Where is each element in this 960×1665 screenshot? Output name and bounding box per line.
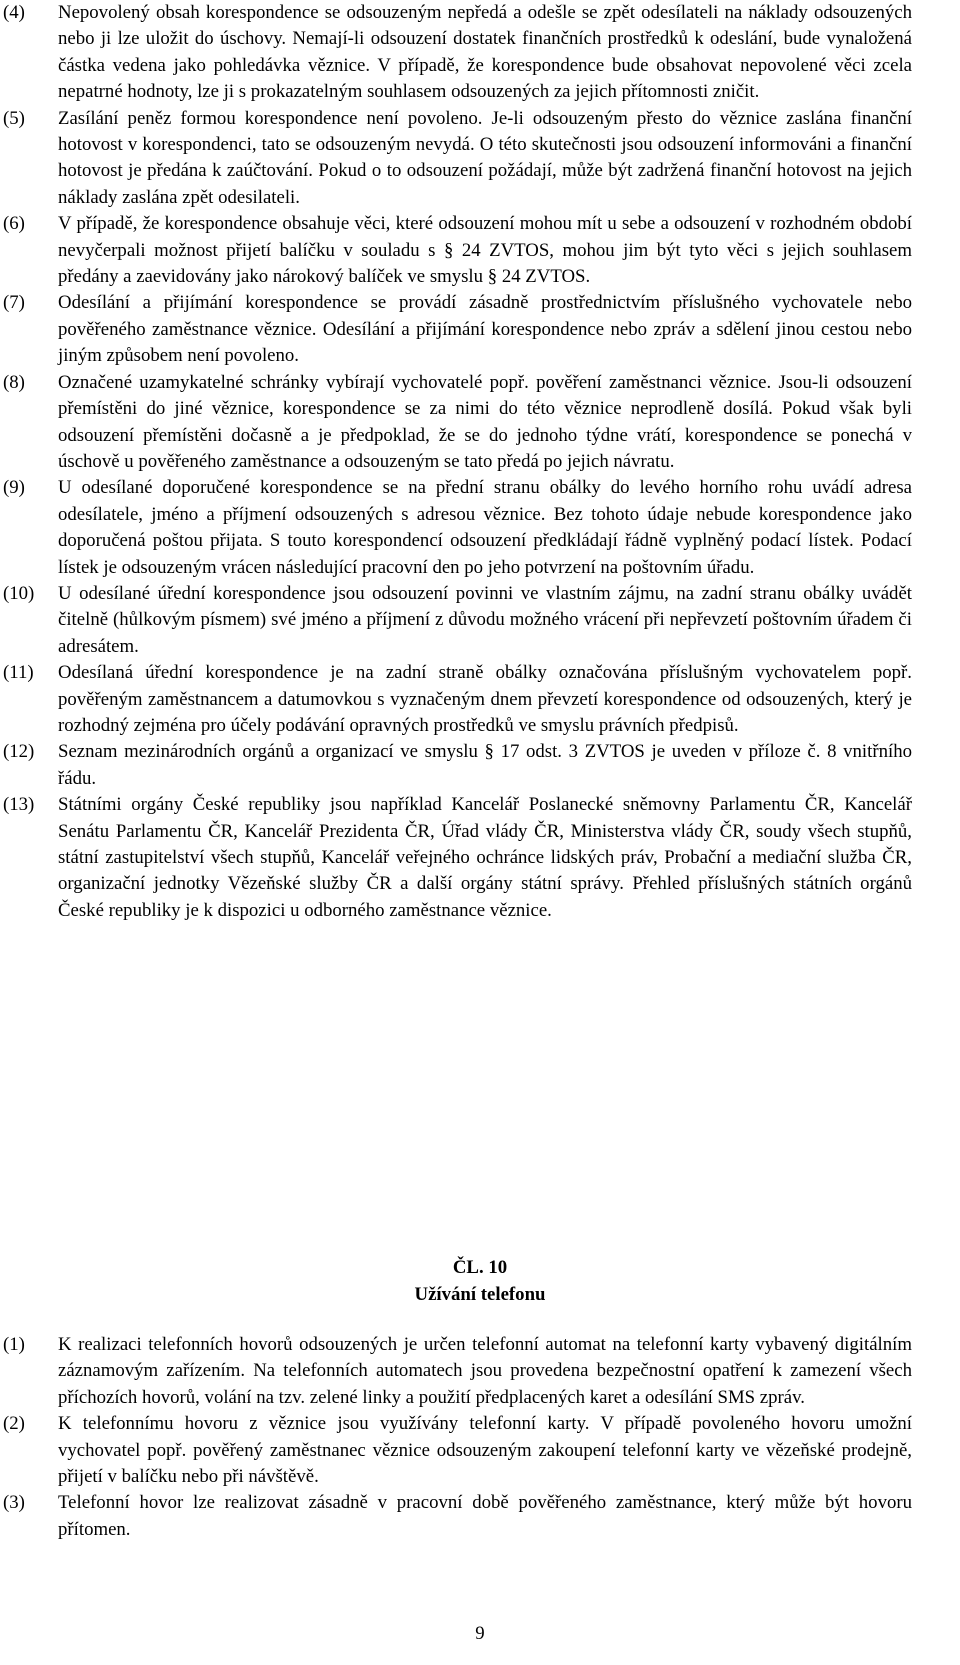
paragraph-4 xyxy=(0,0,960,106)
article-title: Užívání telefonu xyxy=(414,1284,546,1305)
paragraph-number: (13) xyxy=(3,794,35,816)
page-number: 9 xyxy=(475,1623,485,1644)
paragraph-9 xyxy=(0,475,960,581)
paragraph-number: (9) xyxy=(3,477,25,499)
paragraph-number: (12) xyxy=(3,741,35,763)
paragraph-number: (1) xyxy=(3,1334,25,1355)
paragraph-text: Seznam mezinárodních orgánů a organizací ve smyslu § 17 odst. 3 ZVTOS je uveden v příloze č. 8 vnitřního řádu. xyxy=(58,741,912,789)
paragraph-text: Odesílaná úřední korespondence je na zadní straně obálky označována příslušným vychovatelem popř. pověřeným zaměstnancem a datumovkou s vyznačeným dnem převzetí korespondence od odsouzených, který je rozhodný zejména pro účely podávání opravných prostředků ve smyslu právních předpisů. xyxy=(58,662,912,736)
paragraph-number: (5) xyxy=(3,107,25,129)
paragraph-number: (8) xyxy=(3,371,25,393)
paragraph-number: (10) xyxy=(3,582,35,604)
paragraph-11 xyxy=(0,660,960,739)
paragraph-text: Zasílání peněz formou korespondence není povoleno. Je-li odsouzeným přesto do věznice zaslána finanční hotovost v korespondenci, tato se odsouzeným nevydá. O této skutečnosti jsou odsouzení informováni a finanční hotovost je předána k zaúčtování. Pokud o to odsouzení požádají, může být zadržená finanční hotovost na jejich náklady zaslána zpět odesilateli. xyxy=(58,107,912,208)
paragraph-number: (4) xyxy=(3,2,25,23)
paragraph-5 xyxy=(0,106,960,212)
paragraph-text: V případě, že korespondence obsahuje věci, které odsouzení mohou mít u sebe a odsouzení v rozhodném období nevyčerpali možnost přijetí balíčku v souladu s § 24 ZVTOS, mohou jim být tyto věci s jejich souhlasem předány a zaevidovány jako nárokový balíček ve smyslu § 24 ZVTOS. xyxy=(58,213,912,288)
paragraph-number: (3) xyxy=(3,1492,25,1514)
paragraph-text: K telefonnímu hovoru z věznice jsou využívány telefonní karty. V případě povoleného hovoru umožní vychovatel popř. pověřený zaměstnanec věznice odsouzeným zakoupení telefonní karty ve vězeňské prodejně, přijetí v balíčku nebo při návštěvě. xyxy=(58,1413,912,1488)
paragraph-6 xyxy=(0,211,960,290)
paragraph-text: K realizaci telefonních hovorů odsouzených je určen telefonní automat na telefonní karty vybavený digitálním záznamovým zařízením. Na telefonních automatech jsou provedena bezpečnostní opatření k zamezení všech příchozích hovorů, volání na tzv. zelené linky a použití předplacených karet a odesílání SMS zpráv. xyxy=(58,1334,912,1408)
paragraph-8 xyxy=(0,370,960,476)
article-number: ČL. 10 xyxy=(452,1257,508,1278)
paragraph-number: (2) xyxy=(3,1413,25,1435)
paragraph-3 xyxy=(0,1490,960,1543)
paragraph-number: (7) xyxy=(3,292,25,314)
paragraph-1 xyxy=(0,1332,960,1411)
paragraph-12 xyxy=(0,739,960,792)
paragraph-13 xyxy=(0,792,960,924)
paragraph-number: (6) xyxy=(3,213,25,235)
paragraph-text: Nepovolený obsah korespondence se odsouzeným nepředá a odešle se zpět odesílateli na náklady odsouzených nebo ji lze uložit do úschovy. Nemají-li odsouzení dostatek finančních prostředků k odeslání, bude vynaložená částka vedena jako pohledávka věznice. V případě, že korespondence bude obsahovat nepovolené věci zcela nepatrné hodnoty, lze ji s prokazatelným souhlasem odsouzených za jejich přítomnosti zničit. xyxy=(58,2,912,103)
article-10-body xyxy=(0,1332,960,1543)
paragraph-2 xyxy=(0,1411,960,1490)
paragraph-text: Označené uzamykatelné schránky vybírají vychovatelé popř. pověření zaměstnanci věznice. Jsou-li odsouzení přemístěni do jiné věznice, korespondence se za nimi do této věznice neprodleně dosílá. Pokud však byli odsouzení přemístěni dočasně a je předpoklad, že se do jednoho týdne vrátí, korespondence se ponechá v úschově u pověřeného zaměstnance a odsouzeným se tato předá po jejich návratu. xyxy=(58,371,912,472)
paragraph-text: Státními orgány České republiky jsou například Kancelář Poslanecké sněmovny Parlamentu ČR, Kancelář Senátu Parlamentu ČR, Kancelář Prezidenta ČR, Úřad vlády ČR, Ministerstva vlády ČR, soudy všech stupňů, státní zastupitelství všech stupňů, Kancelář veřejného ochránce lidských práv, Probační a mediační služba ČR, organizační jednotky Vězeňské služby ČR a další orgány státní správy. Přehled příslušných státních orgánů České republiky je k dispozici u odborného zaměstnance věznice. xyxy=(58,794,912,921)
paragraph-7 xyxy=(0,290,960,369)
paragraph-10 xyxy=(0,581,960,660)
paragraph-number: (11) xyxy=(3,662,34,684)
paragraph-text: U odesílané doporučené korespondence se na přední stranu obálky do levého horního rohu uvádí adresa odesílatele, jméno a příjmení odsouzených s adresou věznice. Bez tohoto údaje nebude korespondence jako doporučená poštou přijata. S touto korespondencí odsouzení předkládají řádně vyplněný podací lístek. Podací lístek je odsouzeným vrácen následující pracovní den po jeho potvrzení na poštovním úřadu. xyxy=(58,477,912,578)
article-heading xyxy=(0,1254,960,1308)
paragraph-text: Odesílání a přijímání korespondence se provádí zásadně prostřednictvím příslušného vychovatele nebo pověřeného zaměstnance věznice. Odesílání a přijímání korespondence nebo zpráv a sdělení jinou cestou nebo jiným způsobem není povoleno. xyxy=(58,292,912,367)
paragraph-text: U odesílané úřední korespondence jsou odsouzení povinni ve vlastním zájmu, na zadní stranu obálky uvádět čitelně (hůlkovým písmem) své jméno a příjmení z důvodu možného vrácení při nepřevzetí poštovním úřadem či adresátem. xyxy=(58,582,912,657)
paragraph-text: Telefonní hovor lze realizovat zásadně v pracovní době pověřeného zaměstnance, který může být hovoru přítomen. xyxy=(58,1492,912,1540)
